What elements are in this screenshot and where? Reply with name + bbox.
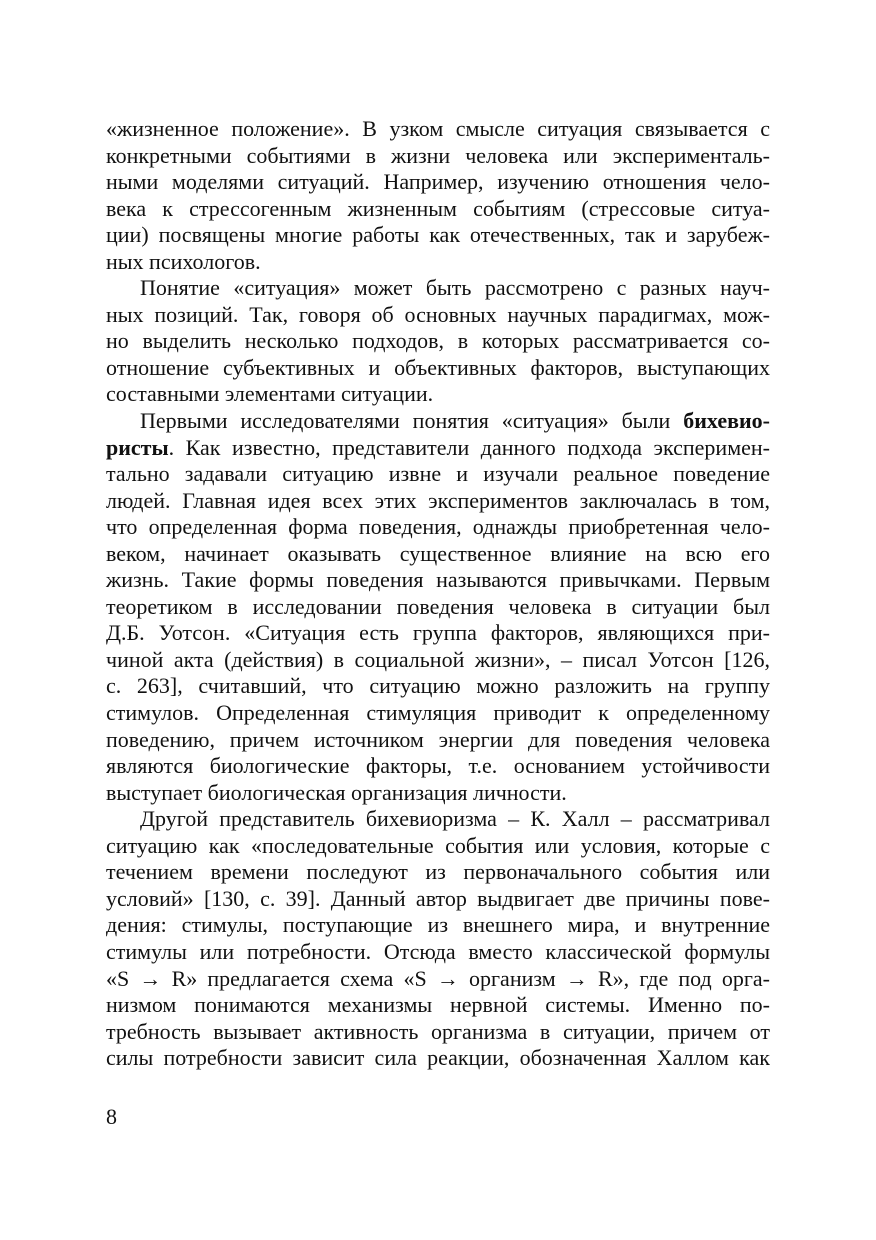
text-line: условий» [130, с. 39]. Данный автор выдвигает две причины пове- bbox=[106, 885, 770, 911]
page-number: 8 bbox=[106, 1104, 117, 1129]
text-line: с. 263], считавший, что ситуацию можно разложить на группу bbox=[106, 673, 770, 699]
text-line: ции) посвящены многие работы как отечественных, так и зарубеж- bbox=[106, 222, 770, 248]
text-line: ных позиций. Так, говоря об основных научных парадигмах, мож- bbox=[106, 301, 770, 327]
text-fragment: . Как известно, представители данного подхода эксперимен- bbox=[168, 434, 770, 460]
text-line: ными моделями ситуаций. Например, изучению отношения чело- bbox=[106, 169, 770, 195]
text-line: Другой представитель бихевиоризма – К. Халл – рассматривал bbox=[140, 806, 770, 832]
text-line: низмом понимаются механизмы нервной системы. Именно по- bbox=[106, 992, 770, 1018]
text-line: чиной акта (действия) в социальной жизни», – писал Уотсон [126, bbox=[106, 646, 770, 672]
text-line: тально задавали ситуацию извне и изучали реальное поведение bbox=[106, 461, 770, 487]
text-line: стимулов. Определенная стимуляция приводит к определенному bbox=[106, 700, 770, 726]
text-line: дения: стимулы, поступающие из внешнего мира, и внутренние bbox=[106, 912, 770, 938]
text-line: жизнь. Такие формы поведения называются привычками. Первым bbox=[106, 567, 770, 593]
text-line: требность вызывает активность организма в ситуации, причем от bbox=[106, 1018, 770, 1044]
text-line: теоретиком в исследовании поведения человека в ситуации был bbox=[106, 593, 770, 619]
text-line: течением времени последуют из первоначального события или bbox=[106, 859, 770, 885]
text-line: Понятие «ситуация» может быть рассмотрено с разных науч- bbox=[140, 275, 770, 301]
text-line: «жизненное положение». В узком смысле ситуация связывается с bbox=[106, 116, 770, 141]
paragraph-4 bbox=[106, 806, 770, 1071]
text-line: что определенная форма поведения, однажды приобретенная чело- bbox=[106, 514, 770, 540]
text-fragment: Первыми исследователями понятия «ситуация» были bbox=[140, 408, 684, 434]
text-line: веком, начинает оказывать существенное влияние на всю его bbox=[106, 540, 770, 566]
text-line: ситуацию как «последовательные события или условия, которые с bbox=[106, 832, 770, 858]
text-line: являются биологические факторы, т.е. основанием устойчивости bbox=[106, 753, 770, 779]
text-line: конкретными событиями в жизни человека или эксперименталь- bbox=[106, 142, 770, 168]
text-line bbox=[106, 435, 770, 462]
paragraph-2 bbox=[106, 275, 770, 408]
text-line: «S → R» предлагается схема «S → организм → R», где под орга- bbox=[106, 965, 770, 991]
text-line: людей. Главная идея всех этих экспериментов заключалась в том, bbox=[106, 487, 770, 513]
text-line: отношение субъективных и объективных факторов, выступающих bbox=[106, 354, 770, 380]
text-line: стимулы или потребности. Отсюда вместо классической формулы bbox=[106, 938, 770, 964]
text-line: ных психологов. bbox=[106, 248, 261, 274]
text-line: Д.Б. Уотсон. «Ситуация есть группа факторов, являющихся при- bbox=[106, 620, 770, 646]
text-line: но выделить несколько подходов, в которых рассматривается со- bbox=[106, 328, 770, 354]
bold-term: ристы bbox=[106, 434, 169, 460]
text-line: поведению, причем источником энергии для поведения человека bbox=[106, 726, 770, 752]
paragraph-1 bbox=[106, 116, 770, 275]
text-line: века к стрессогенным жизненным событиям (стрессовые ситуа- bbox=[106, 195, 770, 221]
text-line bbox=[106, 408, 770, 435]
text-line: выступает биологическая организация личности. bbox=[106, 779, 567, 805]
body-text bbox=[106, 116, 770, 1072]
text-line: составными элементами ситуации. bbox=[106, 381, 434, 407]
text-line: силы потребности зависит сила реакции, обозначенная Халлом как bbox=[106, 1045, 770, 1071]
paragraph-3 bbox=[106, 408, 770, 806]
bold-term: бихевио- bbox=[683, 408, 770, 434]
